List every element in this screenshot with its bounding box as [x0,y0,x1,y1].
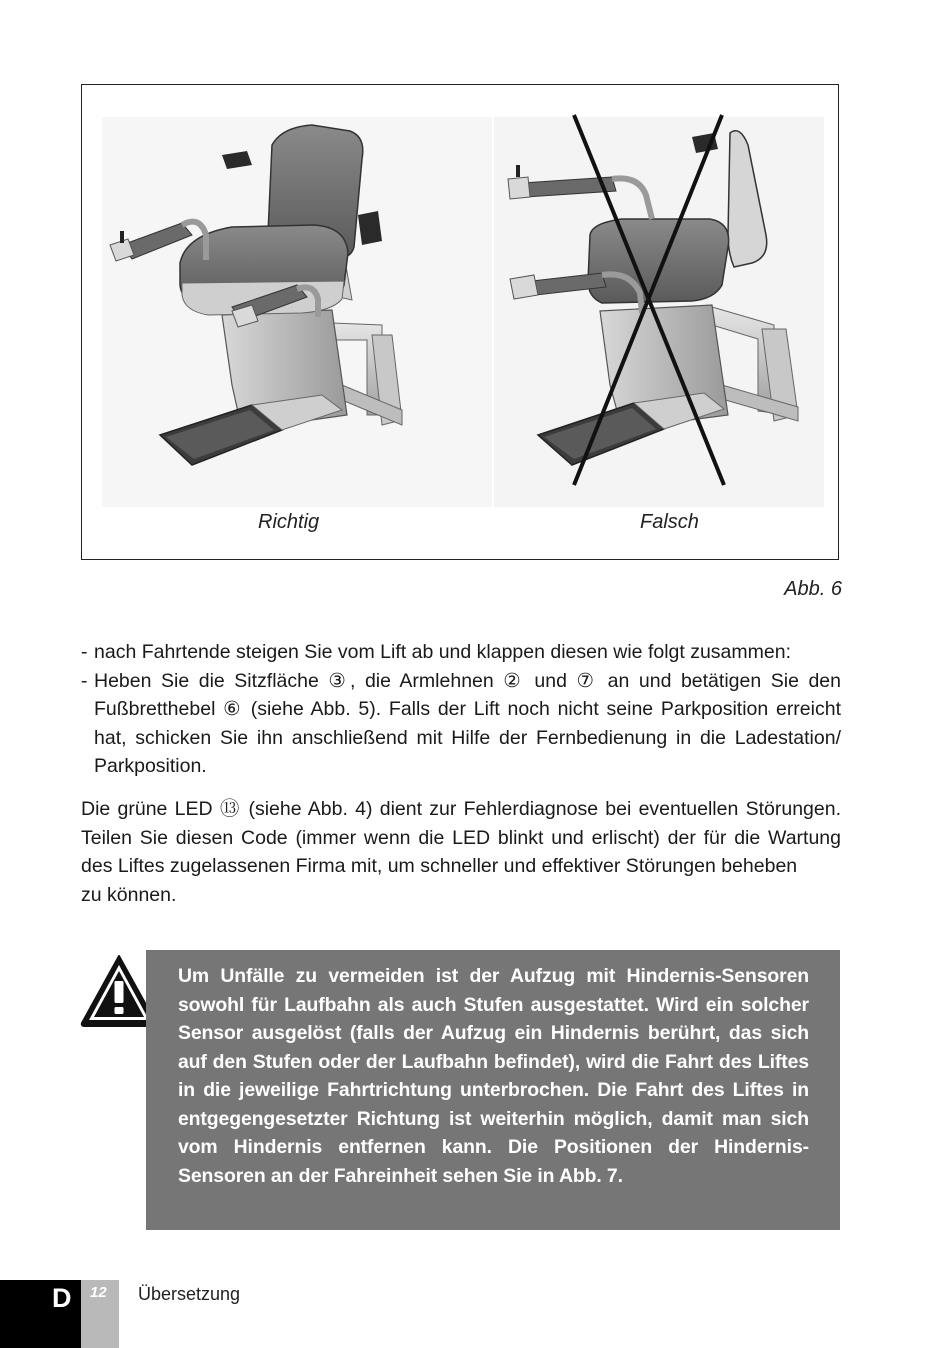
footer-title: Übersetzung [138,1284,241,1304]
figure-frame [81,84,839,560]
instruction-text [81,638,841,909]
caption-correct: Richtig [258,511,320,533]
page-number: 12 [90,1284,107,1301]
caption-wrong: Falsch [640,511,699,533]
list-item-text: nach Fahrtende steigen Sie vom Lift ab und klappen diesen wie folgt zusammen: [94,641,792,663]
list-item [81,638,841,667]
list-dash: - [81,641,88,663]
paragraph-last-line: zu können. [81,883,177,906]
figure-label: Abb. 6 [784,578,842,600]
stairlift-illustration [82,85,840,561]
paragraph-text: Die grüne LED ⑬ (siehe Abb. 4) dient zur Fehlerdiagnose bei eventuellen Störungen. Teilen Sie diesen Code (immer wenn die LED blinkt und erlischt) der für die Wartung des Liftes zugelassenen Firma mit, um schneller und effektiver Störungen beheben [81,797,841,878]
list-dash: - [81,669,88,692]
list-item [81,667,841,781]
led-paragraph [81,795,841,909]
footer-language-letter: D [52,1283,72,1313]
list-item-text: Heben Sie die Sitzfläche ③, die Armlehnen ② und ⑦ an und betätigen Sie den Fußbretthebel ⑥ (siehe Abb. 5). Falls der Lift noch nicht seine Parkposition erreicht hat, schicken Sie ihn anschließend mit Hilfe der Fernbedienung in die Ladestation/ Parkposition. [94,669,841,778]
warning-box [146,950,840,1230]
warning-text: Um Unfälle zu vermeiden ist der Aufzug mit Hindernis-Sensoren sowohl für Laufbahn als auch Stufen ausgestattet. Wird ein solcher Sensor ausgelöst (falls der Aufzug ein Hindernis berührt, das sich auf den Stufen oder der Laufbahn befindet), wird die Fahrt des Liftes in die jeweilige Fahrtrichtung unterbrochen. Die Fahrt des Liftes in entgegengesetzter Richtung ist weiterhin möglich, damit man sich vom Hindernis entfernen kann. Die Positionen der Hindernis-Sensoren an der Fahreinheit sehen Sie in Abb. 7. [178,965,809,1187]
